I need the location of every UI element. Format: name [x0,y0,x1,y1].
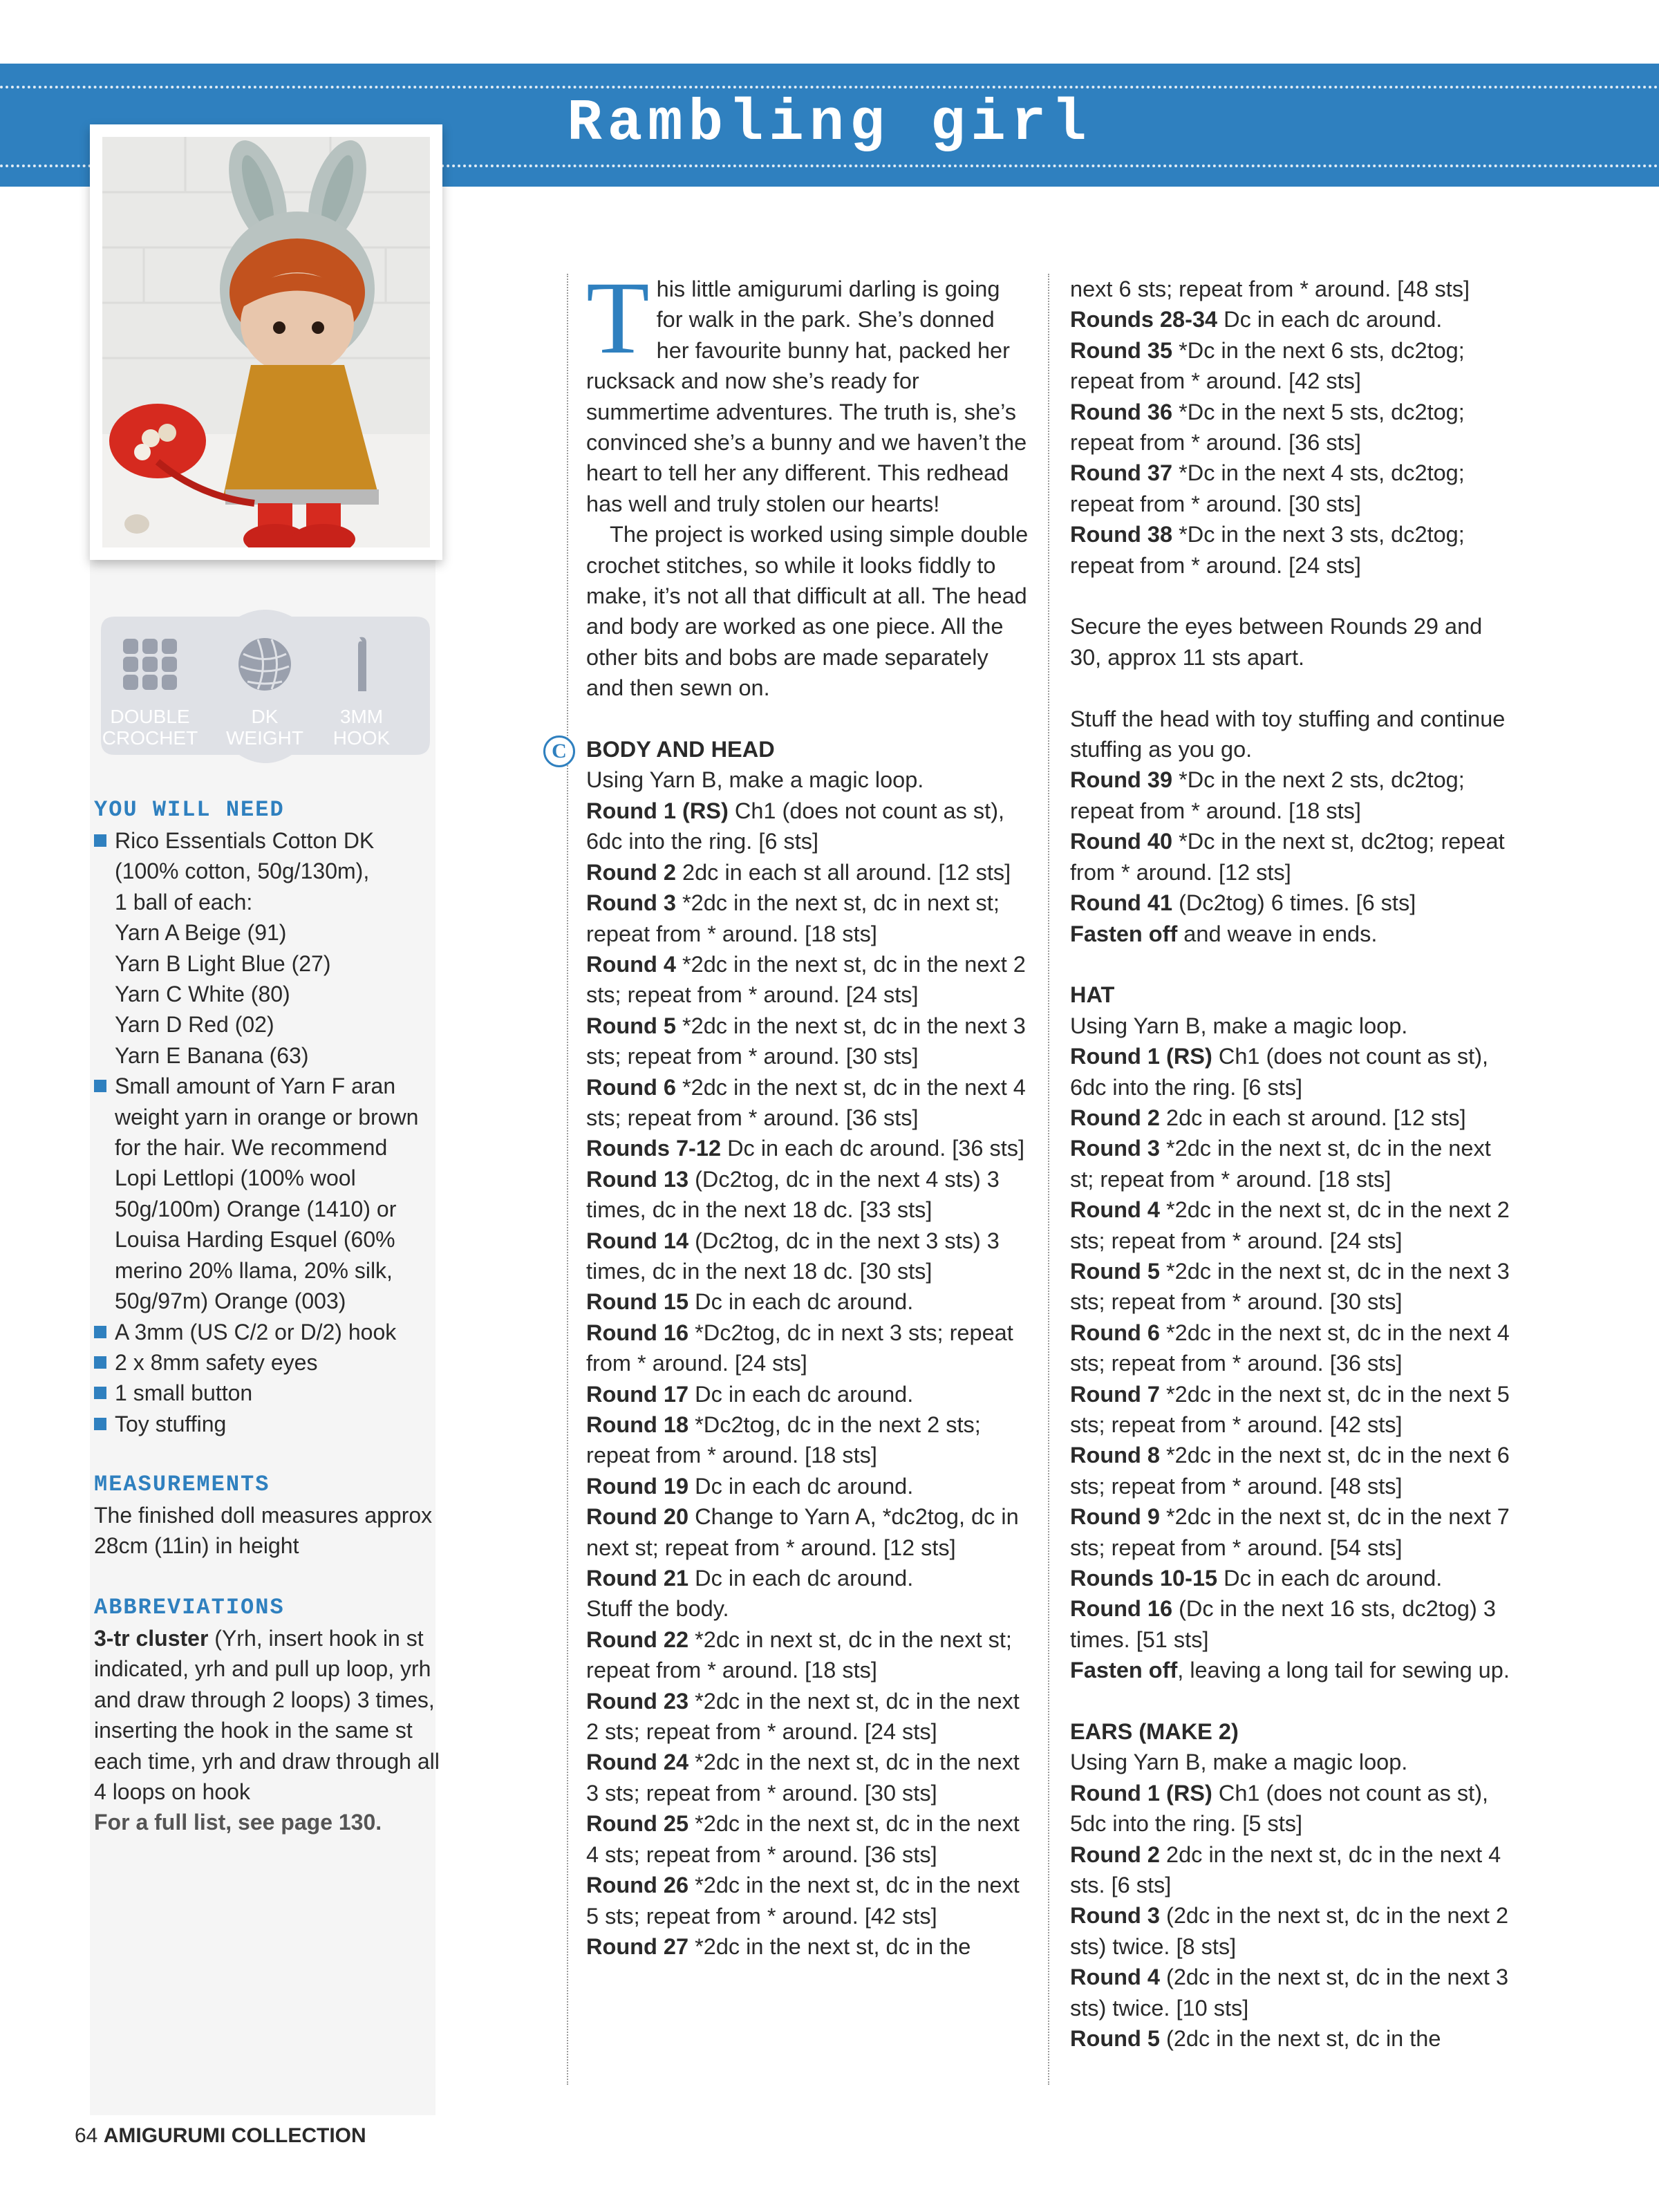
instruction-text: *2dc in the next st, dc in the next 3 sts; repeat from * around. [30 sts] [1070,1258,1510,1315]
instruction-line [586,1808,1029,1870]
instruction-line [586,1624,1029,1686]
instruction-text: 2dc in the next st, dc in the next 4 sts. [6 sts] [1070,1841,1501,1898]
instruction-text: *Dc in the next 2 sts, dc2tog; repeat from * around. [18 sts] [1070,767,1465,823]
technique-icons-panel [94,603,437,774]
instruction-line [1070,888,1519,918]
instruction-line [1070,1318,1519,1379]
instruction-line [586,1931,1029,1962]
round-label: Round 2 [1070,1841,1160,1867]
column-divider [567,274,568,2085]
round-label: Round 38 [1070,522,1173,547]
instruction-line [586,1593,1029,1624]
bullet-square-icon [94,1356,106,1369]
instruction-text: *2dc in the next st, dc in the next 5 sts; repeat from * around. [42 sts] [586,1873,1020,1929]
instruction-line [1070,919,1519,949]
instruction-text: Change to Yarn A, *dc2tog, dc in next st; repeat from * around. [12 sts] [586,1504,1019,1560]
round-label: Round 4 [1070,1197,1160,1223]
round-label: Round 20 [586,1504,689,1530]
round-label: Rounds 7-12 [586,1136,722,1161]
page-number: 64 [75,2124,98,2147]
intro-paragraph-2: The project is worked using simple double crochet stitches, so while it looks fiddly to make, it’s not all that difficult at all. The head and body are worked as one piece. All the other bits and bobs are made separately and then sewn on. [586,522,1029,701]
instruction-text: *2dc in the next st, dc in the next 4 sts; repeat from * around. [36 sts] [1070,1320,1510,1376]
round-label: Round 21 [586,1566,689,1591]
hook-size-info [310,633,413,749]
round-label: Round 39 [1070,767,1173,793]
instruction-text: Dc in each dc around. [688,1381,914,1407]
abbreviation-term: 3-tr cluster [94,1626,209,1651]
instruction-line [1070,2023,1519,2054]
instruction-line [1070,1778,1519,1839]
dk-weight-info [213,633,317,749]
abbreviations-section [94,1593,440,1838]
instruction-line [1070,1962,1519,2023]
round-label: Round 3 [1070,1903,1160,1929]
round-label: Round 5 [586,1013,676,1038]
instruction-text: 2dc in each st all around. [12 sts] [675,859,1011,885]
instruction-line [1070,1900,1519,1962]
round-label: Round 22 [586,1627,689,1652]
instruction-text: *2dc in the next st, dc in the next 2 sts; repeat from * around. [24 sts] [586,951,1026,1008]
round-label: Round 6 [586,1074,676,1100]
instruction-line [586,857,1029,888]
instruction-text: (Dc2tog, dc in the next 4 sts) 3 times, dc in the next 18 dc. [33 sts] [586,1166,1000,1223]
instruction-text: Ch1 (does not count as st), 5dc into the ring. [5 sts] [1070,1780,1489,1837]
instruction-line [1070,1655,1519,1685]
instruction-text: Dc in each dc around. [688,1566,914,1591]
instruction-text: next 6 sts; repeat from * around. [48 sts] [1070,276,1470,301]
instruction-text: *2dc in the next st, dc in the next 4 sts; repeat from * around. [36 sts] [586,1074,1026,1130]
instruction-line [1070,519,1519,581]
hat-heading: HAT [1070,982,1115,1008]
round-label: Round 3 [586,890,676,916]
instruction-text: (2dc in the next st, dc in the next 3 sts) twice. [10 sts] [1070,1965,1509,2021]
materials-list [94,825,440,1439]
instruction-line [586,1409,1029,1471]
full-list-link[interactable]: For a full list, see page 130. [94,1810,382,1835]
instruction-line [586,1286,1029,1317]
measurements-heading: MEASUREMENTS [94,1472,270,1497]
instruction-line [586,1133,1029,1163]
amigurumi-doll-image [102,137,430,547]
page-title: Rambling girl [567,91,1092,157]
bullet-square-icon [94,1387,106,1399]
instructions-column-1 [552,261,1029,1962]
round-label: Round 1 (RS) [1070,1780,1212,1806]
round-label: Round 3 [1070,1136,1160,1161]
instruction-text: , leaving a long tail for sewing up. [1177,1658,1510,1683]
instruction-line [586,949,1029,1011]
bullet-square-icon [94,1418,106,1430]
instruction-line [1070,1440,1519,1501]
instruction-text: *2dc in the next st, dc in the next 2 sts; repeat from * around. [24 sts] [1070,1197,1510,1253]
round-label: Round 4 [1070,1965,1160,1990]
instruction-text: *Dc in the next 4 sts, dc2tog; repeat from * around. [30 sts] [1070,460,1465,516]
round-label: Round 4 [586,951,676,977]
instruction-text: *Dc in the next 5 sts, dc2tog; repeat from * around. [36 sts] [1070,399,1465,456]
round-label: Round 14 [586,1228,689,1253]
instruction-text: Stuff the body. [586,1596,729,1622]
instruction-text: *2dc in the next st, dc in the next 7 sts; repeat from * around. [54 sts] [1070,1504,1510,1560]
round-label: Fasten off [1070,921,1178,946]
round-label: Round 35 [1070,337,1173,363]
round-label: Round 15 [586,1289,689,1315]
round-label: Round 2 [1070,1105,1160,1130]
body-head-heading: C BODY AND HEAD [586,734,1029,765]
icon-label: DOUBLE CROCHET [102,706,198,749]
round-label: Rounds 10-15 [1070,1566,1218,1591]
round-label: Round 19 [586,1473,689,1499]
instruction-line [1070,335,1519,397]
round-label: Round 27 [586,1933,689,1959]
instruction-text: Dc in each dc around. [1217,1566,1443,1591]
instruction-text: Ch1 (does not count as st), 6dc into the ring. [6 sts] [586,798,1005,854]
instruction-line [586,1072,1029,1134]
instruction-text: *Dc2tog, dc in next 3 sts; repeat from * around. [24 sts] [586,1320,1013,1376]
instruction-line [1070,1593,1519,1655]
instruction-text: *2dc in the next st, dc in the next st; repeat from * around. [18 sts] [1070,1136,1491,1192]
instruction-line [586,1870,1029,1931]
ears-heading: EARS (MAKE 2) [1070,1719,1239,1745]
instruction-line [586,1501,1029,1563]
instruction-text: (Dc in the next 16 sts, dc2tog) 3 times. [51 sts] [1070,1596,1496,1652]
instruction-text: Using Yarn B, make a magic loop. [1070,1750,1408,1775]
instruction-text: (2dc in the next st, dc in the [1159,2026,1441,2052]
instruction-text: *2dc in the next st, dc in the next 3 sts; repeat from * around. [30 sts] [586,1013,1026,1069]
instruction-text: *Dc in the next 6 sts, dc2tog; repeat from * around. [42 sts] [1070,337,1465,394]
instruction-text: Dc in each dc around. [688,1289,914,1315]
instructions-column-2 [1070,274,1519,2054]
list-item: A 3mm (US C/2 or D/2) hook [94,1317,440,1347]
instruction-line [586,1226,1029,1287]
instruction-text: 2dc in each st around. [12 sts] [1159,1105,1466,1130]
instruction-text: Dc in each dc around. [1217,307,1443,332]
ears-instructions [1070,1747,1519,2054]
list-item: 2 x 8mm safety eyes [94,1347,440,1378]
round-label: Round 24 [586,1750,689,1775]
instruction-line [1070,1501,1519,1563]
round-label: Round 37 [1070,460,1173,486]
instruction-line [586,1164,1029,1226]
round-label: Round 16 [586,1320,689,1345]
doll-photo [90,124,442,560]
icon-label: 3MM HOOK [332,706,391,749]
round-label: Round 1 (RS) [1070,1044,1212,1069]
instruction-text: Using Yarn B, make a magic loop. [586,767,924,793]
round-label: Round 36 [1070,399,1173,424]
page-footer [75,2122,366,2150]
intro-paragraph: This little amigurumi darling is going for walk in the park. She’s donned her favourite bunny hat, packed her rucksack and now she’s ready for summertime adventures. The truth is, she’s convinced she’s a bunny and we haven’t the heart to tell her any different. This redhead has well and truly stolen our hearts! [586,261,1027,516]
round-label: Round 1 (RS) [586,798,729,823]
icon-label: DK WEIGHT [226,706,303,749]
list-item: Small amount of Yarn F aran weight yarn in orange or brown for the hair. We recommend Lopi Lettlopi (100% wool 50g/100m) Orange (1410) or Louisa Harding Esquel (60% merino 20% llama, 20% silk, 50g/97m) Orange (003) [94,1071,440,1316]
instruction-text: *Dc in the next st, dc2tog; repeat from * around. [12 sts] [1070,829,1505,885]
crochet-badge-icon: C [543,735,575,767]
list-item: Rico Essentials Cotton DK (100% cotton, 50g/130m), 1 ball of each: Yarn A Beige (91) Yarn B Light Blue (27) Yarn C White (80) Yarn D Red (02) Yarn E Banana (63) [94,825,440,1071]
instruction-text: (2dc in the next st, dc in the next 2 sts) twice. [8 sts] [1070,1903,1509,1959]
instruction-text: Dc in each dc around. [688,1473,914,1499]
round-label: Round 17 [586,1381,689,1407]
instruction-line [1070,397,1519,458]
round-label: Round 6 [1070,1320,1160,1345]
instruction-text: (Dc2tog, dc in the next 3 sts) 3 times, dc in the next 18 dc. [30 sts] [586,1228,1000,1284]
instruction-line [586,1686,1029,1747]
instruction-line [1070,1103,1519,1133]
instruction-line [586,796,1029,857]
round-label: Round 26 [586,1873,689,1898]
body-head-continued [1070,274,1519,581]
instruction-line [586,1011,1029,1072]
list-item: Toy stuffing [94,1409,440,1439]
round-label: Rounds 28-34 [1070,307,1218,332]
instruction-line [586,1563,1029,1593]
list-item: 1 small button [94,1378,440,1408]
round-label: Round 5 [1070,1258,1160,1284]
instruction-text: Ch1 (does not count as st), 6dc into the ring. [6 sts] [1070,1044,1489,1100]
you-will-need-heading: YOU WILL NEED [94,797,285,823]
round-label: Round 5 [1070,2026,1160,2052]
instruction-line [586,765,1029,795]
measurements-section [94,1470,440,1562]
instruction-line [1070,304,1519,335]
instruction-line [586,1471,1029,1501]
hat-instructions [1070,1011,1519,1686]
instruction-line [1070,1563,1519,1593]
drop-cap: T [586,261,650,375]
round-label: Round 16 [1070,1596,1173,1622]
instruction-line [1070,458,1519,519]
instruction-line [586,888,1029,949]
instruction-line [1070,1747,1519,1777]
instruction-text: *Dc2tog, dc in the next 2 sts; repeat from * around. [18 sts] [586,1412,981,1468]
round-label: Round 25 [586,1811,689,1837]
instruction-line [1070,1256,1519,1318]
instruction-line [586,1379,1029,1409]
instruction-line [586,1747,1029,1808]
bullet-square-icon [94,1326,106,1338]
instruction-text: (Dc2tog) 6 times. [6 sts] [1172,890,1416,916]
instruction-text: *Dc in the next 3 sts, dc2tog; repeat from * around. [24 sts] [1070,522,1465,578]
instruction-line [1070,826,1519,888]
round-label: Fasten off [1070,1658,1178,1683]
yarn-ball-icon [234,633,296,695]
instruction-line [1070,1194,1519,1256]
round-label: Round 18 [586,1412,689,1438]
body-head-finish [1070,765,1519,948]
instruction-line [1070,1041,1519,1103]
instruction-text: *2dc in the next st, dc in the next 3 sts; repeat from * around. [30 sts] [586,1750,1020,1806]
instruction-text: *2dc in the next st, dc in next st; repeat from * around. [18 sts] [586,890,1000,946]
round-label: Round 7 [1070,1381,1160,1407]
instruction-text: *2dc in the next st, dc in the next 6 sts; repeat from * around. [48 sts] [1070,1443,1510,1499]
double-crochet-info [98,633,202,749]
bullet-square-icon [94,834,106,847]
bullet-square-icon [94,1080,106,1092]
instruction-text: Dc in each dc around. [36 sts] [721,1136,1025,1161]
round-label: Round 9 [1070,1504,1160,1530]
instruction-text: *2dc in the next st, dc in the next 2 sts; repeat from * around. [24 sts] [586,1688,1020,1745]
instruction-line [586,1318,1029,1379]
stitch-pattern-icon [119,633,181,695]
instruction-text: *2dc in the next st, dc in the next 5 sts; repeat from * around. [42 sts] [1070,1381,1510,1437]
column-divider [1048,274,1049,2085]
round-label: Round 2 [586,859,676,885]
instruction-line [1070,274,1519,304]
instruction-line [1070,1133,1519,1194]
round-label: Round 13 [586,1166,689,1192]
publication-title: AMIGURUMI COLLECTION [103,2124,366,2147]
eyes-note: Secure the eyes between Rounds 29 and 30, approx 11 sts apart. [1070,614,1483,670]
round-label: Round 40 [1070,829,1173,854]
instruction-text: *2dc in the next st, dc in the [688,1933,971,1959]
measurements-text: The finished doll measures approx 28cm (11in) in height [94,1503,433,1559]
instruction-line [1070,1379,1519,1441]
abbreviations-heading: ABBREVIATIONS [94,1595,285,1620]
body-head-instructions [586,765,1029,1962]
you-will-need-section [94,795,440,1439]
instruction-text: *2dc in next st, dc in the next st; repeat from * around. [18 sts] [586,1627,1012,1683]
round-label: Round 41 [1070,890,1173,916]
instruction-line [1070,765,1519,826]
round-label: Round 8 [1070,1443,1160,1468]
instruction-text: Using Yarn B, make a magic loop. [1070,1013,1408,1038]
instruction-text: *2dc in the next st, dc in the next 4 sts; repeat from * around. [36 sts] [586,1811,1020,1867]
round-label: Round 23 [586,1688,689,1714]
crochet-hook-icon [330,633,393,695]
abbreviation-entry [94,1623,440,1807]
abbreviation-definition: (Yrh, insert hook in st indicated, yrh and pull up loop, yrh and draw through 2 loops) 3 times, inserting the hook in the same st each time, yrh and draw through all 4 loops on hook [94,1626,440,1805]
banner-dotted-line [0,86,1659,88]
instruction-line [1070,1011,1519,1041]
instruction-text: and weave in ends. [1177,921,1378,946]
instruction-line [1070,1839,1519,1901]
stuffing-note: Stuff the head with toy stuffing and continue stuffing as you go. [1070,706,1506,762]
